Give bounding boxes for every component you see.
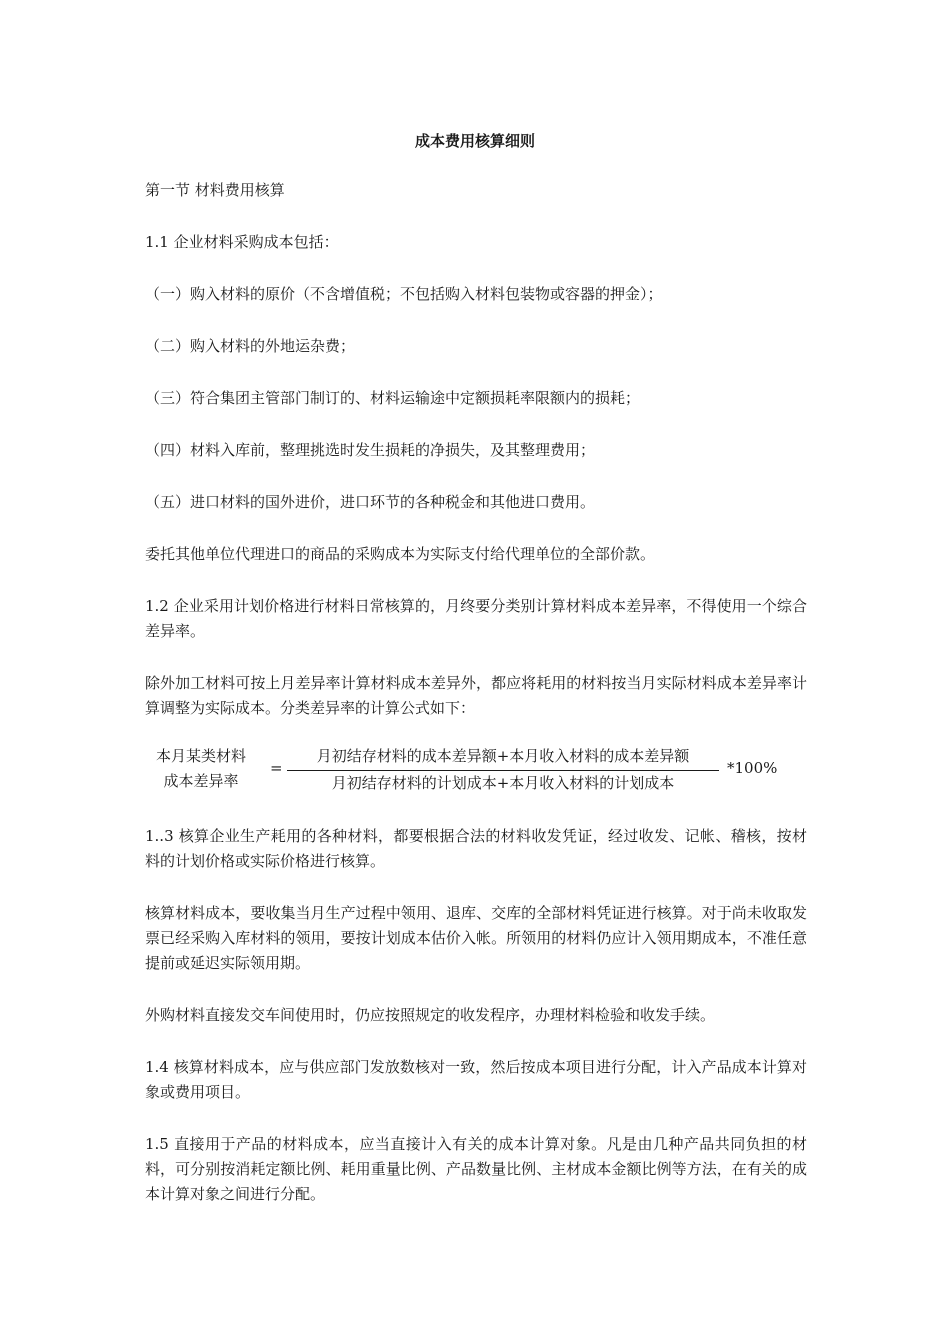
paragraph-1-1-intro: 1.1 企业材料采购成本包括： [145,233,339,251]
list-item-3: （三）符合集团主管部门制订的、材料运输途中定额损耗率限额内的损耗； [145,389,641,407]
paragraph-1-4: 1.4 核算材料成本，应与供应部门发放数核对一致，然后按成本项目进行分配，计入产品成本计算对象或费用项目。 [145,1058,807,1101]
formula-numerator: 月初结存材料的成本差异额+本月收入材料的成本差异额 [287,744,719,771]
variance-rate-formula [145,744,807,794]
list-item-2: （二）购入材料的外地运杂费； [145,337,356,355]
paragraph-1-2: 1.2 企业采用计划价格进行材料日常核算的，月终要分类别计算材料成本差异率，不得使用一个综合差异率。 [145,597,807,640]
list-item-5: （五）进口材料的国外进价，进口环节的各种税金和其他进口费用。 [145,493,596,511]
section-heading: 第一节 材料费用核算 [145,181,285,199]
paragraph-cost-collect: 核算材料成本，要收集当月生产过程中领用、退库、交库的全部材料凭证进行核算。对于尚未收取发票已经采购入库材料的领用，要按计划成本估价入帐。所领用的材料仍应计入领用期成本，不准任意提前或延迟实际领用期。 [145,904,807,972]
formula-lhs-line2: 成本差异率 [163,772,239,790]
list-item-1: （一）购入材料的原价（不含增值税；不包括购入材料包装物或容器的押金）； [145,285,663,303]
formula-multiplier: *100% [727,759,778,777]
paragraph-direct-workshop: 外购材料直接发交车间使用时，仍应按照规定的收发程序，办理材料检验和收发手续。 [145,1006,716,1024]
list-item-4: （四）材料入库前，整理挑选时发生损耗的净损失，及其整理费用； [145,441,596,459]
formula-denominator: 月初结存材料的计划成本+本月收入材料的计划成本 [331,774,675,792]
paragraph-outsource: 除外加工材料可按上月差异率计算材料成本差异外，都应将耗用的材料按当月实际材料成本差异率计算调整为实际成本。分类差异率的计算公式如下： [145,674,807,717]
document-title: 成本费用核算细则 [414,132,535,150]
paragraph-1-3: 1..3 核算企业生产耗用的各种材料，都要根据合法的材料收发凭证，经过收发、记帐、稽核，按材料的计划价格或实际价格进行核算。 [145,827,807,870]
paragraph-1-5: 1.5 直接用于产品的材料成本，应当直接计入有关的成本计算对象。凡是由几种产品共同负担的材料，可分别按消耗定额比例、耗用重量比例、产品数量比例、主材成本金额比例等方法，在有关的成本计算对象之间进行分配。 [145,1135,807,1203]
document-body [145,178,807,1234]
paragraph-agency: 委托其他单位代理进口的商品的采购成本为实际支付给代理单位的全部价款。 [145,545,656,563]
formula-equals: = [270,759,283,777]
formula-lhs-line1: 本月某类材料 [155,747,246,765]
formula-lhs [145,744,257,794]
formula-fraction [287,744,719,796]
